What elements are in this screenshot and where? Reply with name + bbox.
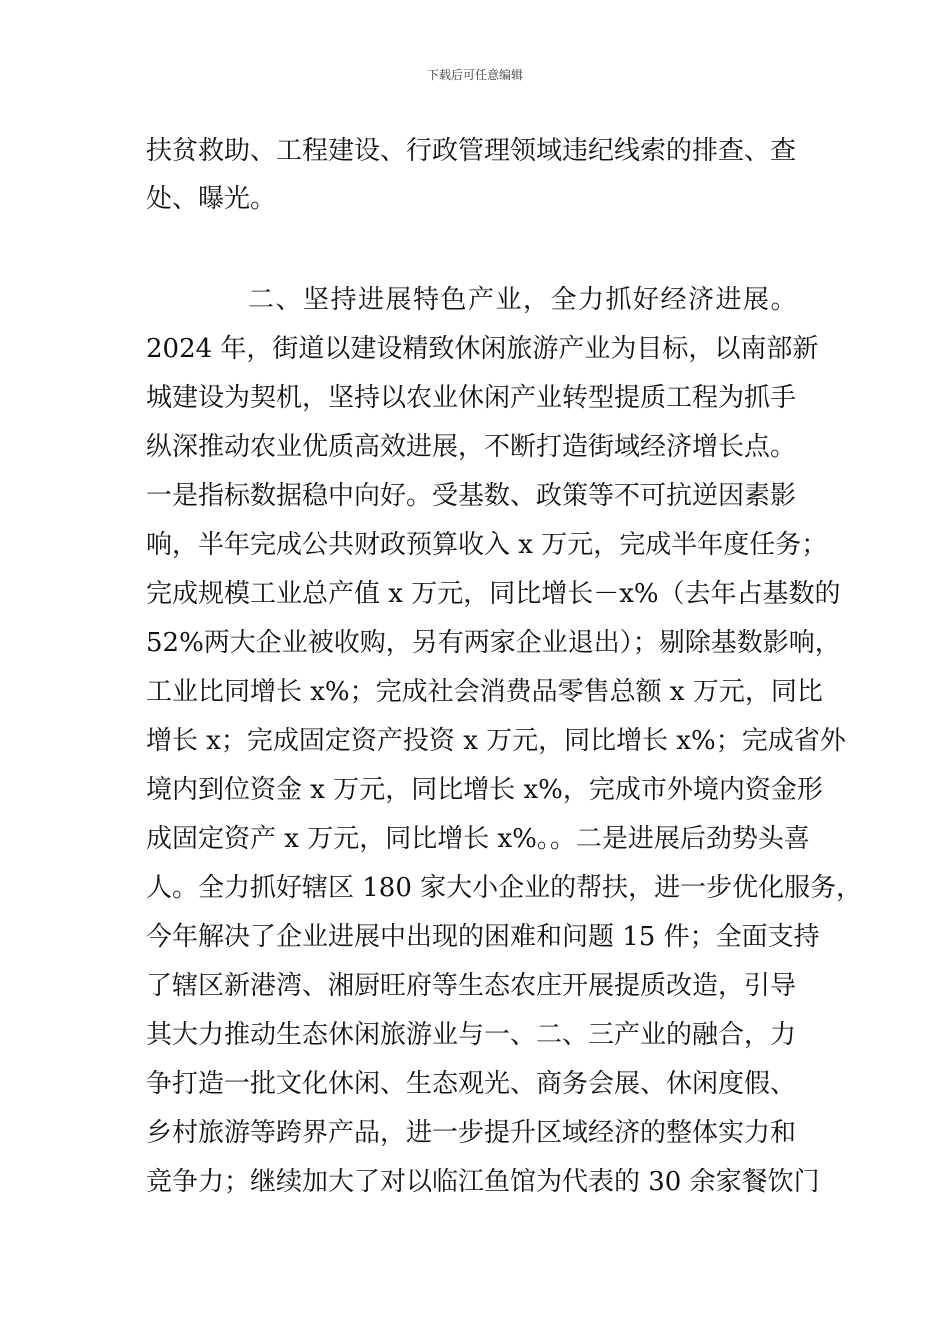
section-heading-line: 二、坚持进展特色产业，全力抓好经济进展。 <box>248 285 799 315</box>
text-line: 纵深推动农业优质高效进展，不断打造街域经济增长点。 <box>146 432 797 462</box>
text-line: 人。全力抓好辖区 180 家大小企业的帮扶，进一步优化服务， <box>146 873 863 903</box>
text-line: 竞争力；继续加大了对以临江鱼馆为代表的 30 余家餐饮门 <box>146 1167 820 1197</box>
text-line: 了辖区新港湾、湘厨旺府等生态农庄开展提质改造，引导 <box>146 971 797 1001</box>
text-line: 其大力推动生态休闲旅游业与一、二、三产业的融合，力 <box>146 1020 797 1050</box>
text-line: 2024 年，街道以建设精致休闲旅游产业为目标，以南部新 <box>146 334 819 364</box>
text-line: 响，半年完成公共财政预算收入 x 万元，完成半年度任务； <box>146 530 828 560</box>
text-line: 境内到位资金 x 万元，同比增长 x%，完成市外境内资金形 <box>146 775 823 805</box>
text-line: 工业比同增长 x%；完成社会消费品零售总额 x 万元，同比 <box>146 677 823 707</box>
text-line: 乡村旅游等跨界产品，进一步提升区域经济的整体实力和 <box>146 1118 797 1148</box>
text-line: 扶贫救助、工程建设、行政管理领域违纪线索的排查、查 <box>146 136 797 166</box>
text-line: 成固定资产 x 万元，同比增长 x%。。二是进展后劲势头喜 <box>146 824 810 854</box>
text-line: 一是指标数据稳中向好。受基数、政策等不可抗逆因素影 <box>146 481 797 511</box>
text-line: 增长 x；完成固定资产投资 x 万元，同比增长 x%；完成省外 <box>146 726 846 756</box>
text-line: 完成规模工业总产值 x 万元，同比增长－x%（去年占基数的 <box>146 579 841 609</box>
text-line: 城建设为契机，坚持以农业休闲产业转型提质工程为抓手 <box>146 383 797 413</box>
text-line: 处、曝光。 <box>146 184 277 214</box>
text-line: 争打造一批文化休闲、生态观光、商务会展、休闲度假、 <box>146 1069 797 1099</box>
page-header-note: 下载后可任意编辑 <box>426 68 523 82</box>
text-line: 今年解决了企业进展中出现的困难和问题 15 件；全面支持 <box>146 922 820 952</box>
text-line: 52%两大企业被收购，另有两家企业退出）；剔除基数影响， <box>146 628 841 658</box>
